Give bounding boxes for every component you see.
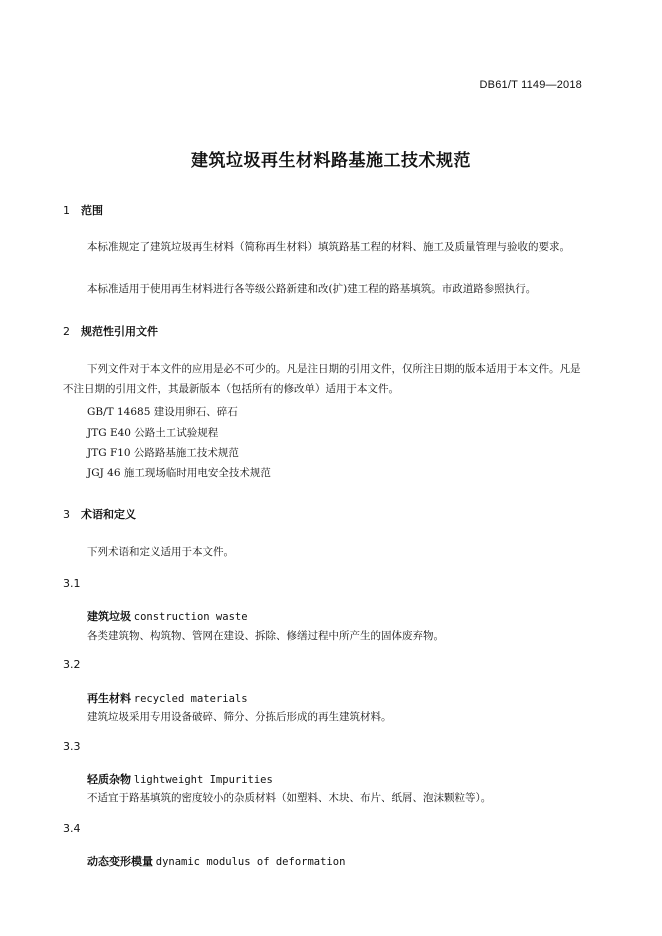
term-definition: 不适宜于路基填筑的密度较小的杂质材料（如塑料、木块、布片、纸屑、泡沫颗粒等）。 xyxy=(87,792,492,804)
section-title: 范围 xyxy=(81,204,103,217)
term-chinese: 建筑垃圾 xyxy=(87,610,131,623)
term-entry xyxy=(87,690,248,706)
subsection-number: 3.1 xyxy=(63,577,81,590)
paragraph: 下列术语和定义适用于本文件。 xyxy=(87,546,234,558)
paragraph: 本标准适用于使用再生材料进行各等级公路新建和改(扩)建工程的路基填筑。市政道路参照执行。 xyxy=(87,283,537,295)
section-title: 术语和定义 xyxy=(81,508,136,521)
reference-item: GB/T 14685 建设用卵石、碎石 xyxy=(87,406,238,418)
section-heading-2 xyxy=(63,323,158,339)
section-number: 1 xyxy=(63,204,70,217)
document-title: 建筑垃圾再生材料路基施工技术规范 xyxy=(191,151,471,171)
section-number: 3 xyxy=(63,508,70,521)
term-definition: 各类建筑物、构筑物、管网在建设、拆除、修缮过程中所产生的固体废弃物。 xyxy=(87,630,444,642)
section-number: 2 xyxy=(63,325,70,338)
standard-code: DB61/T 1149—2018 xyxy=(479,79,582,91)
term-chinese: 再生材料 xyxy=(87,692,131,705)
term-chinese: 轻质杂物 xyxy=(87,773,131,786)
reference-item: JTG F10 公路路基施工技术规范 xyxy=(87,447,239,459)
paragraph: 下列文件对于本文件的应用是必不可少的。凡是注日期的引用文件，仅所注日期的版本适用于本文件。凡是不注日期的引用文件，其最新版本（包括所有的修改单）适用于本文件。 xyxy=(63,363,581,395)
term-entry xyxy=(87,771,273,787)
subsection-number: 3.2 xyxy=(63,658,81,671)
section-heading-1 xyxy=(63,202,103,218)
term-english: lightweight Impurities xyxy=(133,774,273,786)
section-heading-3 xyxy=(63,506,136,522)
term-chinese: 动态变形模量 xyxy=(87,855,153,868)
subsection-number: 3.4 xyxy=(63,822,81,835)
subsection-number: 3.3 xyxy=(63,740,81,753)
paragraph: 本标准规定了建筑垃圾再生材料（简称再生材料）填筑路基工程的材料、施工及质量管理与验收的要求。 xyxy=(87,241,570,253)
reference-item: JGJ 46 施工现场临时用电安全技术规范 xyxy=(87,467,271,479)
term-entry xyxy=(87,853,345,869)
term-english: construction waste xyxy=(133,611,248,623)
term-english: recycled materials xyxy=(133,693,248,705)
term-definition: 建筑垃圾采用专用设备破碎、筛分、分拣后形成的再生建筑材料。 xyxy=(87,711,392,723)
term-english: dynamic modulus of deformation xyxy=(155,856,346,868)
section-title: 规范性引用文件 xyxy=(81,325,158,338)
term-entry xyxy=(87,608,248,624)
reference-item: JTG E40 公路土工试验规程 xyxy=(87,427,219,439)
